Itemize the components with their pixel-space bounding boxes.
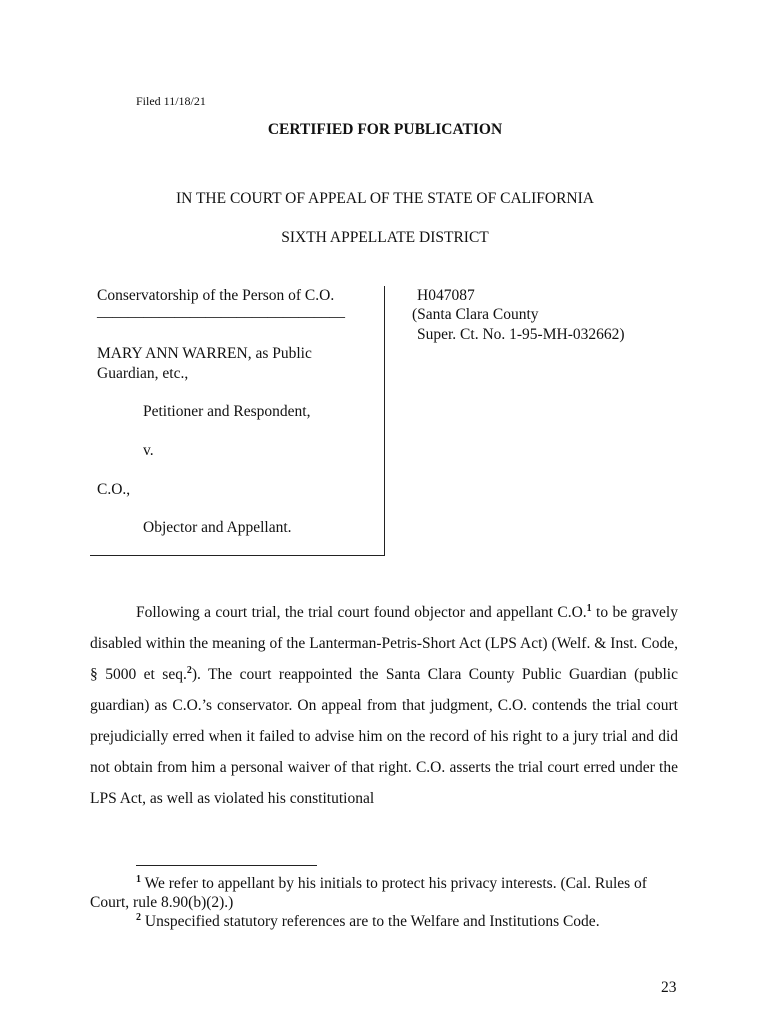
footnote-text: Unspecified statutory references are to the Welfare and Institutions Code. bbox=[141, 913, 600, 930]
caption-matter: Conservatorship of the Person of C.O. bbox=[97, 287, 335, 304]
caption-bottom-rule bbox=[90, 555, 385, 556]
footnote-2 bbox=[90, 912, 678, 931]
footnote-text: We refer to appellant by his initials to protect his privacy interests. (Cal. Rules of Court, rule 8.90(b)(2).) bbox=[90, 875, 647, 911]
opinion-paragraph bbox=[90, 597, 678, 814]
caption-versus: v. bbox=[143, 442, 154, 459]
superior-court-number: Super. Ct. No. 1-95-MH-032662) bbox=[417, 326, 625, 343]
paragraph-text: Following a court trial, the trial court found objector and appellant C.O. bbox=[136, 604, 587, 621]
footnote-separator bbox=[136, 865, 317, 866]
caption-petitioner: MARY ANN WARREN, as Public bbox=[97, 345, 312, 362]
caption-petitioner-title: Guardian, etc., bbox=[97, 365, 189, 382]
caption-separator: ________________________________ bbox=[97, 303, 345, 320]
case-number: H047087 bbox=[417, 287, 475, 304]
paragraph-text: ). The court reappointed the Santa Clara County Public Guardian (public guardian) as C.O.’s conservator. On appeal from that judgment, C.O. contends the trial court prejudicially erred when it failed to advise him on the record of his right to a jury trial and did not obtain from him a personal waiver of that right. C.O. asserts the trial court erred under the LPS Act, as well as violated his constitutional bbox=[90, 666, 678, 807]
opinion-body bbox=[90, 597, 678, 814]
footnote-ref-1: 1 bbox=[586, 602, 592, 614]
caption-petitioner-role: Petitioner and Respondent, bbox=[143, 403, 311, 420]
county: (Santa Clara County bbox=[412, 306, 539, 323]
publication-status: CERTIFIED FOR PUBLICATION bbox=[267, 121, 503, 138]
caption-objector: C.O., bbox=[97, 481, 131, 498]
appellate-district: SIXTH APPELLATE DISTRICT bbox=[281, 229, 489, 246]
caption-vertical-rule bbox=[384, 286, 385, 556]
court-name: IN THE COURT OF APPEAL OF THE STATE OF CALIFORNIA bbox=[176, 190, 594, 207]
footnote-number: 2 bbox=[136, 911, 141, 923]
footnote-1 bbox=[90, 874, 678, 912]
footnotes bbox=[90, 874, 678, 931]
caption-objector-role: Objector and Appellant. bbox=[143, 519, 292, 536]
page-number: 23 bbox=[661, 979, 677, 996]
filed-date: Filed 11/18/21 bbox=[136, 94, 206, 108]
paragraph-text: to be gravely disabled within the meaning of the Lanterman-Petris-Short Act (LPS Act) (Welf. & Inst. Code, § 5000 et seq. bbox=[90, 604, 678, 683]
footnote-ref-2: 2 bbox=[186, 664, 192, 676]
footnote-number: 1 bbox=[136, 873, 141, 885]
